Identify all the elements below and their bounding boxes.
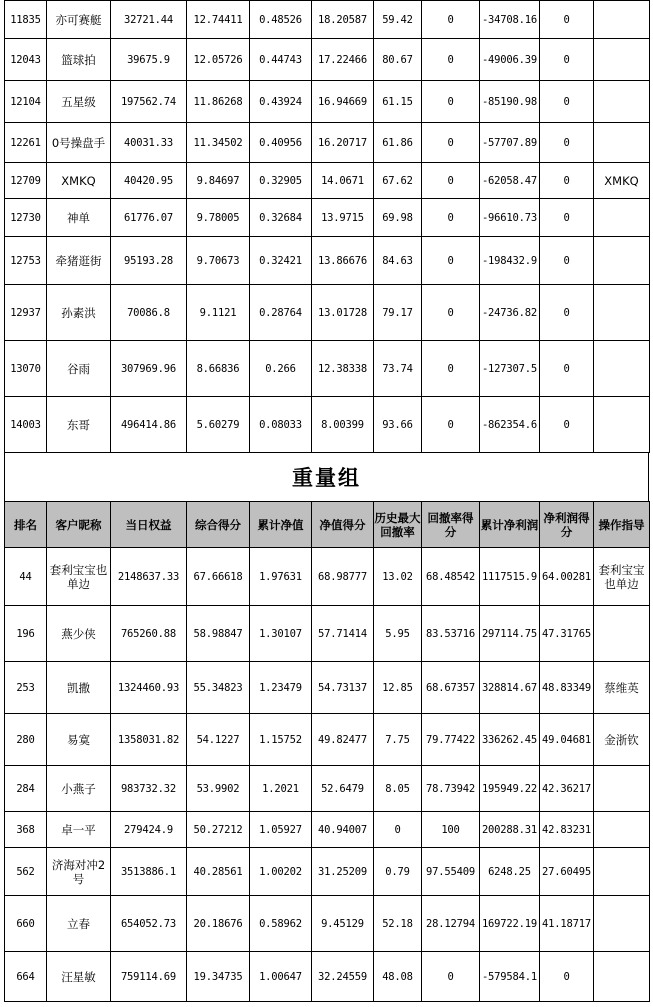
- cell-total-score: 12.05726: [187, 39, 250, 81]
- cell-guidance: [594, 123, 650, 163]
- cell-rank: 253: [5, 662, 47, 714]
- cell-max-drawdown: 7.75: [374, 714, 422, 766]
- table-row: [5, 285, 650, 341]
- cell-equity: 95193.28: [111, 237, 187, 285]
- cell-nickname: 小燕子: [47, 766, 111, 812]
- cell-nickname: 神单: [47, 199, 111, 237]
- cell-net-value: 0.44743: [250, 39, 312, 81]
- cell-net-value-score: 54.73137: [312, 662, 374, 714]
- cell-guidance: [594, 848, 650, 896]
- cell-nickname: 凯撒: [47, 662, 111, 714]
- table-row: [5, 952, 650, 1002]
- cell-drawdown-score: 0: [422, 237, 480, 285]
- cell-profit-score: 0: [540, 397, 594, 453]
- cell-rank: 284: [5, 766, 47, 812]
- cell-net-profit: -579584.1: [480, 952, 540, 1002]
- cell-max-drawdown: 79.17: [374, 285, 422, 341]
- cell-total-score: 54.1227: [187, 714, 250, 766]
- table-row: [5, 548, 650, 606]
- cell-net-value-score: 14.0671: [312, 163, 374, 199]
- table-row: [5, 662, 650, 714]
- cell-guidance: 金浙钦: [594, 714, 650, 766]
- cell-equity: 39675.9: [111, 39, 187, 81]
- cell-max-drawdown: 0: [374, 812, 422, 848]
- cell-max-drawdown: 13.02: [374, 548, 422, 606]
- cell-nickname: 东哥: [47, 397, 111, 453]
- cell-nickname: 篮球拍: [47, 39, 111, 81]
- table-header-row: [5, 502, 650, 548]
- cell-drawdown-score: 0: [422, 285, 480, 341]
- header-max-drawdown: 历史最大回撤率: [374, 502, 422, 548]
- cell-net-value-score: 12.38338: [312, 341, 374, 397]
- cell-total-score: 19.34735: [187, 952, 250, 1002]
- table-row: [5, 1, 650, 39]
- cell-net-value: 1.2021: [250, 766, 312, 812]
- cell-max-drawdown: 8.05: [374, 766, 422, 812]
- cell-guidance: 蔡维英: [594, 662, 650, 714]
- cell-guidance: [594, 812, 650, 848]
- cell-nickname: 汪星敏: [47, 952, 111, 1002]
- cell-guidance: [594, 199, 650, 237]
- cell-drawdown-score: 0: [422, 163, 480, 199]
- cell-net-profit: -57707.89: [480, 123, 540, 163]
- cell-total-score: 11.34502: [187, 123, 250, 163]
- cell-rank: 660: [5, 896, 47, 952]
- cell-total-score: 5.60279: [187, 397, 250, 453]
- cell-total-score: 9.84697: [187, 163, 250, 199]
- cell-rank: 13070: [5, 341, 47, 397]
- table-row: [5, 39, 650, 81]
- cell-equity: 765260.88: [111, 606, 187, 662]
- cell-equity: 197562.74: [111, 81, 187, 123]
- header-net-profit: 累计净利润: [480, 502, 540, 548]
- cell-profit-score: 0: [540, 285, 594, 341]
- cell-profit-score: 27.60495: [540, 848, 594, 896]
- cell-net-value-score: 16.20717: [312, 123, 374, 163]
- cell-net-value: 0.32421: [250, 237, 312, 285]
- header-profit-score: 净利润得分: [540, 502, 594, 548]
- cell-nickname: 燕少侠: [47, 606, 111, 662]
- cell-drawdown-score: 68.67357: [422, 662, 480, 714]
- cell-profit-score: 0: [540, 1, 594, 39]
- cell-net-profit: -862354.6: [480, 397, 540, 453]
- cell-rank: 562: [5, 848, 47, 896]
- table-row: [5, 81, 650, 123]
- cell-profit-score: 48.83349: [540, 662, 594, 714]
- table-row: [5, 123, 650, 163]
- cell-net-value: 1.00647: [250, 952, 312, 1002]
- cell-profit-score: 42.36217: [540, 766, 594, 812]
- cell-equity: 3513886.1: [111, 848, 187, 896]
- cell-profit-score: 47.31765: [540, 606, 594, 662]
- cell-net-value-score: 32.24559: [312, 952, 374, 1002]
- cell-net-value: 0.43924: [250, 81, 312, 123]
- cell-drawdown-score: 79.77422: [422, 714, 480, 766]
- cell-equity: 40420.95: [111, 163, 187, 199]
- cell-total-score: 11.86268: [187, 81, 250, 123]
- cell-rank: 280: [5, 714, 47, 766]
- cell-nickname: 立春: [47, 896, 111, 952]
- cell-equity: 1358031.82: [111, 714, 187, 766]
- cell-net-value-score: 13.01728: [312, 285, 374, 341]
- cell-net-profit: -198432.9: [480, 237, 540, 285]
- cell-nickname: 孙素洪: [47, 285, 111, 341]
- table-row: [5, 714, 650, 766]
- cell-net-profit: -49006.39: [480, 39, 540, 81]
- cell-drawdown-score: 0: [422, 199, 480, 237]
- cell-nickname: 谷雨: [47, 341, 111, 397]
- cell-net-value-score: 52.6479: [312, 766, 374, 812]
- cell-max-drawdown: 61.15: [374, 81, 422, 123]
- cell-drawdown-score: 0: [422, 123, 480, 163]
- cell-rank: 14003: [5, 397, 47, 453]
- cell-rank: 12709: [5, 163, 47, 199]
- cell-net-value-score: 16.94669: [312, 81, 374, 123]
- cell-net-value: 0.08033: [250, 397, 312, 453]
- cell-max-drawdown: 69.98: [374, 199, 422, 237]
- cell-drawdown-score: 97.55409: [422, 848, 480, 896]
- cell-rank: 12753: [5, 237, 47, 285]
- cell-drawdown-score: 0: [422, 397, 480, 453]
- cell-max-drawdown: 12.85: [374, 662, 422, 714]
- cell-net-profit: -96610.73: [480, 199, 540, 237]
- cell-net-profit: 336262.45: [480, 714, 540, 766]
- header-total-score: 综合得分: [187, 502, 250, 548]
- cell-guidance: [594, 896, 650, 952]
- cell-net-profit: -85190.98: [480, 81, 540, 123]
- cell-max-drawdown: 5.95: [374, 606, 422, 662]
- table-row: [5, 199, 650, 237]
- cell-net-value-score: 31.25209: [312, 848, 374, 896]
- cell-equity: 32721.44: [111, 1, 187, 39]
- cell-net-value: 0.32684: [250, 199, 312, 237]
- cell-profit-score: 0: [540, 952, 594, 1002]
- cell-total-score: 40.28561: [187, 848, 250, 896]
- cell-max-drawdown: 52.18: [374, 896, 422, 952]
- cell-net-profit: 1117515.9: [480, 548, 540, 606]
- cell-nickname: 济海对冲2号: [47, 848, 111, 896]
- cell-drawdown-score: 0: [422, 952, 480, 1002]
- cell-guidance: [594, 81, 650, 123]
- table-row: [5, 397, 650, 453]
- cell-nickname: 亦可赛艇: [47, 1, 111, 39]
- heavy-group-table: [4, 501, 650, 1002]
- cell-guidance: 套利宝宝也单边: [594, 548, 650, 606]
- cell-net-value: 0.40956: [250, 123, 312, 163]
- cell-total-score: 9.1121: [187, 285, 250, 341]
- cell-net-value: 1.97631: [250, 548, 312, 606]
- cell-net-value: 0.32905: [250, 163, 312, 199]
- cell-net-value: 1.23479: [250, 662, 312, 714]
- header-rank: 排名: [5, 502, 47, 548]
- cell-net-value-score: 13.86676: [312, 237, 374, 285]
- cell-net-profit: 169722.19: [480, 896, 540, 952]
- cell-equity: 70086.8: [111, 285, 187, 341]
- cell-net-profit: 297114.75: [480, 606, 540, 662]
- cell-nickname: 易寞: [47, 714, 111, 766]
- cell-max-drawdown: 80.67: [374, 39, 422, 81]
- cell-guidance: [594, 397, 650, 453]
- header-net-value: 累计净值: [250, 502, 312, 548]
- cell-net-profit: 6248.25: [480, 848, 540, 896]
- cell-net-value-score: 18.20587: [312, 1, 374, 39]
- cell-rank: 12104: [5, 81, 47, 123]
- header-nickname: 客户昵称: [47, 502, 111, 548]
- cell-net-value-score: 57.71414: [312, 606, 374, 662]
- cell-max-drawdown: 93.66: [374, 397, 422, 453]
- cell-profit-score: 0: [540, 39, 594, 81]
- table-row: [5, 341, 650, 397]
- cell-nickname: 0号操盘手: [47, 123, 111, 163]
- cell-drawdown-score: 0: [422, 39, 480, 81]
- cell-equity: 1324460.93: [111, 662, 187, 714]
- header-equity: 当日权益: [111, 502, 187, 548]
- cell-net-profit: 328814.67: [480, 662, 540, 714]
- cell-drawdown-score: 100: [422, 812, 480, 848]
- cell-net-value-score: 17.22466: [312, 39, 374, 81]
- cell-profit-score: 64.00281: [540, 548, 594, 606]
- cell-guidance: [594, 1, 650, 39]
- cell-net-value-score: 40.94007: [312, 812, 374, 848]
- cell-max-drawdown: 84.63: [374, 237, 422, 285]
- cell-total-score: 9.78005: [187, 199, 250, 237]
- cell-max-drawdown: 48.08: [374, 952, 422, 1002]
- header-guidance: 操作指导: [594, 502, 650, 548]
- cell-net-profit: -34708.16: [480, 1, 540, 39]
- cell-net-profit: 195949.22: [480, 766, 540, 812]
- cell-net-value: 0.266: [250, 341, 312, 397]
- cell-profit-score: 0: [540, 237, 594, 285]
- cell-nickname: 五星级: [47, 81, 111, 123]
- table-row: [5, 606, 650, 662]
- cell-total-score: 20.18676: [187, 896, 250, 952]
- cell-profit-score: 0: [540, 81, 594, 123]
- cell-drawdown-score: 0: [422, 81, 480, 123]
- cell-guidance: [594, 952, 650, 1002]
- cell-guidance: [594, 39, 650, 81]
- cell-profit-score: 42.83231: [540, 812, 594, 848]
- cell-net-value: 1.05927: [250, 812, 312, 848]
- cell-nickname: 牵猪逛街: [47, 237, 111, 285]
- cell-rank: 664: [5, 952, 47, 1002]
- cell-net-value: 1.00202: [250, 848, 312, 896]
- cell-net-value-score: 8.00399: [312, 397, 374, 453]
- cell-total-score: 55.34823: [187, 662, 250, 714]
- header-net-value-score: 净值得分: [312, 502, 374, 548]
- cell-net-value-score: 13.9715: [312, 199, 374, 237]
- cell-net-value-score: 68.98777: [312, 548, 374, 606]
- cell-net-profit: -62058.47: [480, 163, 540, 199]
- cell-net-profit: -127307.5: [480, 341, 540, 397]
- cell-equity: 759114.69: [111, 952, 187, 1002]
- cell-nickname: 套利宝宝也单边: [47, 548, 111, 606]
- cell-guidance: [594, 606, 650, 662]
- cell-rank: 11835: [5, 1, 47, 39]
- cell-net-profit: 200288.31: [480, 812, 540, 848]
- top-ranking-table: [4, 0, 650, 453]
- cell-net-value: 0.28764: [250, 285, 312, 341]
- cell-nickname: 卓一平: [47, 812, 111, 848]
- cell-drawdown-score: 0: [422, 341, 480, 397]
- cell-rank: 12937: [5, 285, 47, 341]
- cell-max-drawdown: 0.79: [374, 848, 422, 896]
- table-row: [5, 812, 650, 848]
- cell-max-drawdown: 59.42: [374, 1, 422, 39]
- cell-net-value: 1.15752: [250, 714, 312, 766]
- cell-max-drawdown: 73.74: [374, 341, 422, 397]
- table-row: [5, 896, 650, 952]
- cell-rank: 12261: [5, 123, 47, 163]
- cell-total-score: 53.9902: [187, 766, 250, 812]
- cell-rank: 368: [5, 812, 47, 848]
- cell-equity: 654052.73: [111, 896, 187, 952]
- cell-drawdown-score: 78.73942: [422, 766, 480, 812]
- cell-total-score: 9.70673: [187, 237, 250, 285]
- cell-net-profit: -24736.82: [480, 285, 540, 341]
- cell-profit-score: 41.18717: [540, 896, 594, 952]
- cell-equity: 61776.07: [111, 199, 187, 237]
- cell-guidance: [594, 285, 650, 341]
- cell-net-value-score: 9.45129: [312, 896, 374, 952]
- cell-equity: 2148637.33: [111, 548, 187, 606]
- table-row: [5, 848, 650, 896]
- cell-profit-score: 0: [540, 163, 594, 199]
- cell-rank: 12730: [5, 199, 47, 237]
- cell-drawdown-score: 68.48542: [422, 548, 480, 606]
- cell-profit-score: 0: [540, 123, 594, 163]
- cell-equity: 496414.86: [111, 397, 187, 453]
- cell-rank: 196: [5, 606, 47, 662]
- cell-rank: 44: [5, 548, 47, 606]
- cell-profit-score: 49.04681: [540, 714, 594, 766]
- cell-nickname: XMKQ: [47, 163, 111, 199]
- cell-total-score: 12.74411: [187, 1, 250, 39]
- cell-profit-score: 0: [540, 341, 594, 397]
- cell-net-value-score: 49.82477: [312, 714, 374, 766]
- cell-rank: 12043: [5, 39, 47, 81]
- cell-guidance: [594, 237, 650, 285]
- cell-drawdown-score: 0: [422, 1, 480, 39]
- cell-equity: 40031.33: [111, 123, 187, 163]
- cell-total-score: 50.27212: [187, 812, 250, 848]
- cell-net-value: 0.48526: [250, 1, 312, 39]
- cell-drawdown-score: 28.12794: [422, 896, 480, 952]
- table-row: [5, 163, 650, 199]
- cell-net-value: 1.30107: [250, 606, 312, 662]
- cell-drawdown-score: 83.53716: [422, 606, 480, 662]
- cell-max-drawdown: 61.86: [374, 123, 422, 163]
- cell-total-score: 58.98847: [187, 606, 250, 662]
- cell-max-drawdown: 67.62: [374, 163, 422, 199]
- cell-net-value: 0.58962: [250, 896, 312, 952]
- cell-equity: 983732.32: [111, 766, 187, 812]
- cell-guidance: [594, 341, 650, 397]
- cell-guidance: [594, 766, 650, 812]
- cell-equity: 307969.96: [111, 341, 187, 397]
- cell-total-score: 8.66836: [187, 341, 250, 397]
- cell-profit-score: 0: [540, 199, 594, 237]
- cell-equity: 279424.9: [111, 812, 187, 848]
- cell-guidance: XMKQ: [594, 163, 650, 199]
- table-row: [5, 766, 650, 812]
- header-drawdown-score: 回撤率得分: [422, 502, 480, 548]
- table-row: [5, 237, 650, 285]
- section-title: 重量组: [4, 453, 649, 501]
- cell-total-score: 67.66618: [187, 548, 250, 606]
